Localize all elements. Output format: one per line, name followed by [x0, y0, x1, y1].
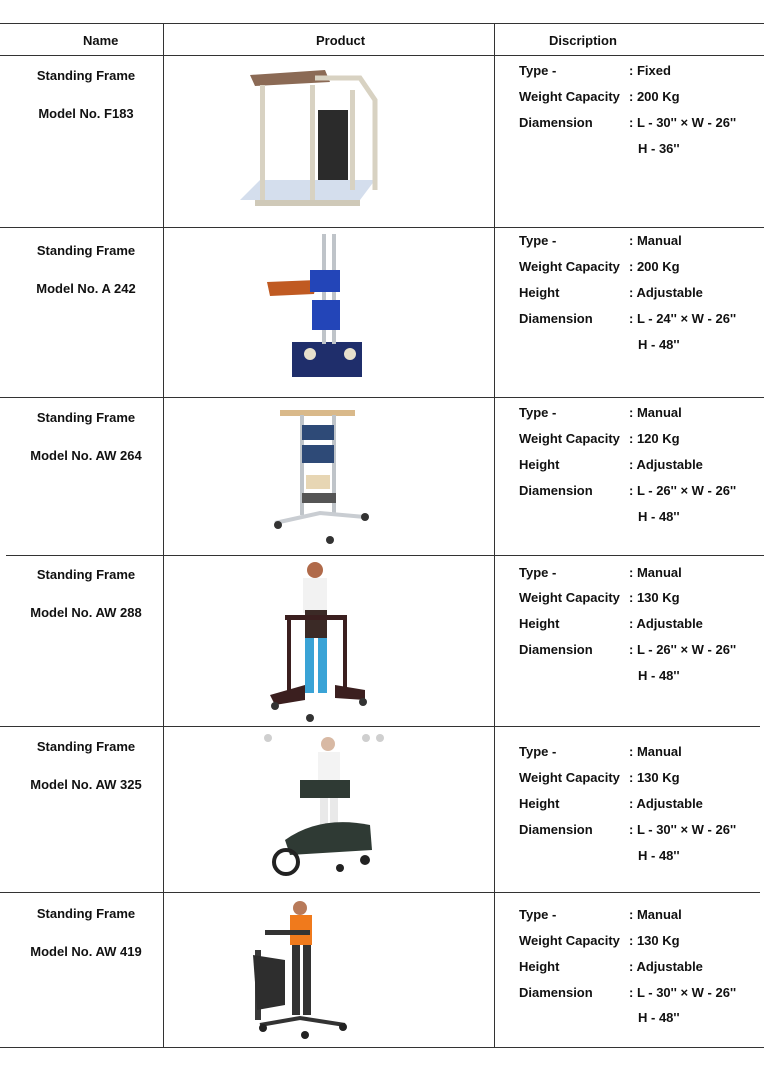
spec-height-value: H - 48'' [638, 1010, 680, 1025]
spec-value: : Manual [629, 907, 682, 922]
standing-frame-electric-image [245, 900, 355, 1045]
spec-value: : L - 26'' × W - 26'' [629, 483, 737, 498]
spec-value: : 130 Kg [629, 590, 680, 605]
spec-value: : 200 Kg [629, 259, 680, 274]
spec-label: Type - [519, 63, 557, 78]
spec-value: : Adjustable [629, 616, 703, 631]
header-product: Product [316, 33, 366, 48]
spec-value: : Manual [629, 744, 682, 759]
spec-value: : 130 Kg [629, 933, 680, 948]
model-number: Model No. AW 325 [30, 777, 142, 792]
spec-value: : Manual [629, 405, 682, 420]
spec-label: Diamension [519, 642, 593, 657]
spec-label: Weight Capacity [519, 770, 620, 785]
spec-label: Weight Capacity [519, 590, 620, 605]
model-number: Model No. AW 264 [30, 448, 142, 463]
row-divider [6, 555, 764, 556]
spec-label: Height [519, 285, 560, 300]
spec-value: : L - 26'' × W - 26'' [629, 642, 737, 657]
table-top-border [0, 23, 764, 24]
spec-value: : 130 Kg [629, 770, 680, 785]
row-divider [0, 397, 764, 398]
spec-value: : Manual [629, 233, 682, 248]
spec-value: : Manual [629, 565, 682, 580]
spec-value: : L - 30'' × W - 26'' [629, 985, 737, 1000]
product-name: Standing Frame [36, 567, 136, 582]
spec-height-value: H - 48'' [638, 668, 680, 683]
spec-value: : L - 30'' × W - 26'' [629, 822, 737, 837]
spec-height-value: H - 48'' [638, 509, 680, 524]
standing-frame-fixed-image [230, 60, 390, 220]
spec-value: : 200 Kg [629, 89, 680, 104]
spec-label: Weight Capacity [519, 89, 620, 104]
spec-label: Height [519, 796, 560, 811]
spec-value: : Fixed [629, 63, 671, 78]
product-name: Standing Frame [36, 68, 136, 83]
standing-frame-elderly-user-image [260, 730, 390, 882]
standing-frame-wheeled-image [270, 405, 370, 550]
spec-value: : L - 24'' × W - 26'' [629, 311, 737, 326]
model-number: Model No. AW 419 [30, 944, 142, 959]
standing-frame-blue-image [262, 232, 372, 382]
spec-label: Height [519, 959, 560, 974]
standing-frame-with-user-image [265, 560, 375, 725]
spec-height-value: H - 36'' [638, 141, 680, 156]
spec-label: Type - [519, 565, 557, 580]
spec-value: : 120 Kg [629, 431, 680, 446]
spec-value: : Adjustable [629, 285, 703, 300]
spec-label: Weight Capacity [519, 933, 620, 948]
spec-label: Diamension [519, 311, 593, 326]
row-divider [0, 892, 760, 893]
spec-label: Type - [519, 405, 557, 420]
column-divider [494, 23, 495, 1048]
spec-label: Diamension [519, 115, 593, 130]
spec-value: : Adjustable [629, 959, 703, 974]
row-divider [0, 227, 764, 228]
spec-label: Height [519, 457, 560, 472]
header-description: Discription [549, 33, 617, 48]
product-name: Standing Frame [36, 410, 136, 425]
column-divider [163, 23, 164, 1048]
spec-value: : Adjustable [629, 457, 703, 472]
header-name: Name [83, 33, 119, 48]
spec-height-value: H - 48'' [638, 848, 680, 863]
spec-height-value: H - 48'' [638, 337, 680, 352]
spec-label: Type - [519, 233, 557, 248]
spec-label: Type - [519, 744, 557, 759]
spec-label: Type - [519, 907, 557, 922]
product-name: Standing Frame [36, 243, 136, 258]
row-divider [0, 726, 760, 727]
spec-label: Diamension [519, 483, 593, 498]
spec-value: : L - 30'' × W - 26'' [629, 115, 737, 130]
spec-label: Diamension [519, 822, 593, 837]
spec-label: Diamension [519, 985, 593, 1000]
model-number: Model No. A 242 [36, 281, 136, 296]
product-name: Standing Frame [36, 739, 136, 754]
table-bottom-border [0, 1047, 764, 1048]
model-number: Model No. AW 288 [30, 605, 142, 620]
model-number: Model No. F183 [38, 106, 134, 121]
header-bottom-border [0, 55, 764, 56]
spec-label: Height [519, 616, 560, 631]
spec-label: Weight Capacity [519, 431, 620, 446]
spec-label: Weight Capacity [519, 259, 620, 274]
spec-value: : Adjustable [629, 796, 703, 811]
product-name: Standing Frame [36, 906, 136, 921]
